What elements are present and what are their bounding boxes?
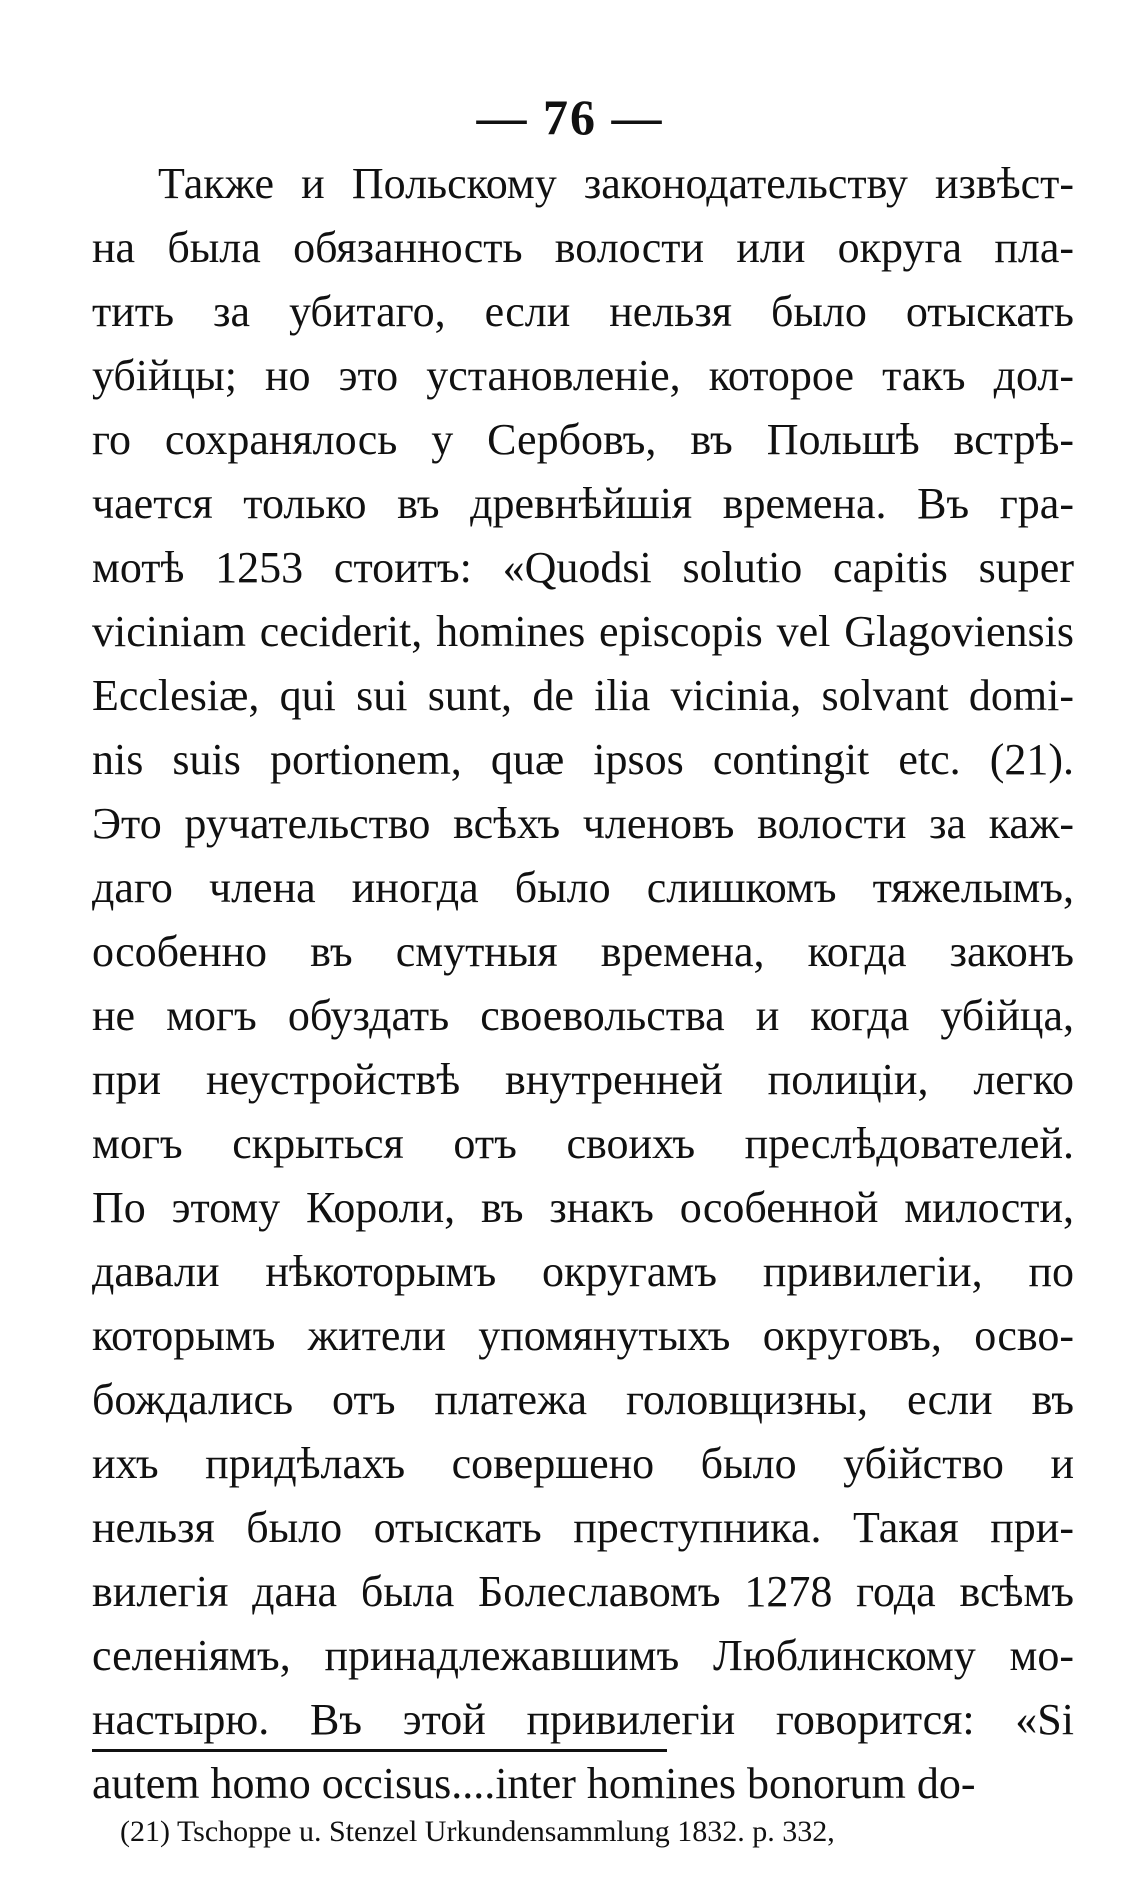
text-line: при неустройствѣ внутренней полицiи, легко (92, 1055, 1074, 1104)
text-line: бождались отъ платежа головщизны, если въ (92, 1375, 1074, 1424)
text-line: селенiямъ, принадлежавшимъ Люблинскому мо- (92, 1631, 1074, 1680)
text-line: настырю. Въ этой привилегiи говорится: «Si (92, 1695, 1074, 1744)
text-line: autem homo occisus....inter homines bonorum do- (92, 1759, 976, 1808)
text-line: вилегiя дана была Болеславомъ 1278 года всѣмъ (92, 1567, 1074, 1616)
text-line: го сохранялось у Сербовъ, въ Польшѣ встрѣ- (92, 415, 1074, 464)
text-line: nis suis portionem, quæ ipsos contingit etc. (21). (92, 735, 1074, 784)
text-line: давали нѣкоторымъ округамъ привилегiи, по (92, 1247, 1074, 1296)
text-line: которымъ жители упомянутыхъ округовъ, осво- (92, 1311, 1074, 1360)
text-line: viciniam ceciderit, homines episcopis vel Glagoviensis (92, 607, 1074, 656)
page-number: — 76 — (476, 89, 664, 145)
text-line: Ecclesiæ, qui sui sunt, de ilia vicinia, solvant domi- (92, 671, 1074, 720)
text-line: нельзя было отыскать преступника. Такая при- (92, 1503, 1074, 1552)
text-line: Также и Польскому законодательству извѣст- (158, 159, 1074, 208)
body-text (92, 152, 1074, 1816)
text-line: убiйцы; но это установленiе, которое такъ дол- (92, 351, 1074, 400)
text-line: даго члена иногда было слишкомъ тяжелымъ, (92, 863, 1074, 912)
text-line: на была обязанность волости или округа пла- (92, 223, 1074, 272)
text-line: особенно въ смутныя времена, когда законъ (92, 927, 1074, 976)
footnote-divider (92, 1749, 667, 1752)
text-line: чается только въ древнѣйшiя времена. Въ гра- (92, 479, 1074, 528)
text-line: не могъ обуздать своевольства и когда убiйца, (92, 991, 1074, 1040)
text-line: ихъ придѣлахъ совершено было убiйство и (92, 1439, 1074, 1488)
text-line: могъ скрыться отъ своихъ преслѣдователей. (92, 1119, 1074, 1168)
text-line: Это ручательство всѣхъ членовъ волости за каж- (92, 799, 1074, 848)
text-line: мотѣ 1253 стоитъ: «Quodsi solutio capitis super (92, 543, 1074, 592)
text-line: По этому Короли, въ знакъ особенной милости, (92, 1183, 1074, 1232)
footnote: (21) Tschoppe u. Stenzel Urkundensammlung 1832. p. 332, (120, 1815, 835, 1848)
text-line: тить за убитаго, если нельзя было отыскать (92, 287, 1074, 336)
